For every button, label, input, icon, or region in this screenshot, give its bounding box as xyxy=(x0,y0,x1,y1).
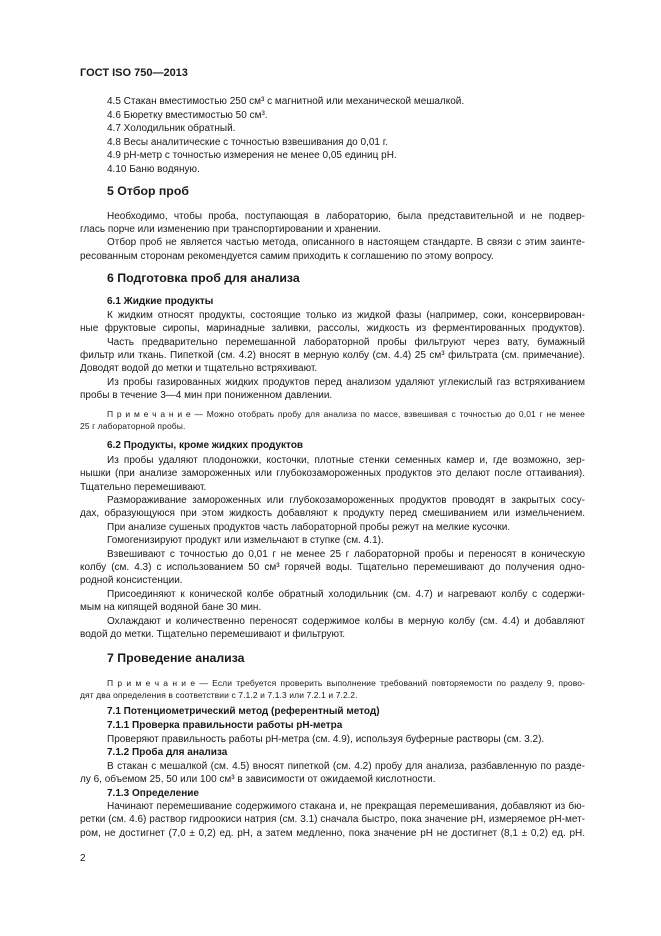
equipment-item: 4.6 Бюретку вместимостью 50 см³. xyxy=(107,110,268,121)
subsection-6-2-title: 6.2 Продукты, кроме жидких продуктов xyxy=(107,440,304,451)
note-line: П р и м е ч а н и е — Если требуется проверить выполнение требований повторяемости по разделу 9, прово- xyxy=(107,678,585,688)
subsection-7-1-3-title: 7.1.3 Определение xyxy=(107,788,199,799)
paragraph-line: родной консистенции. xyxy=(80,575,183,586)
paragraph-line: глась порче или изменению при транспортировании и хранении. xyxy=(80,224,381,235)
paragraph-line: В стакан с мешалкой (см. 4.5) вносят пипеткой (см. 4.2) пробу для анализа, разбавленную по разде- xyxy=(107,761,585,772)
paragraph-line: Доводят водой до метки и тщательно встряхивают. xyxy=(80,363,318,374)
paragraph-line: Из пробы удаляют плодоножки, косточки, плотные стенки семенных камер и, где возможно, зер- xyxy=(107,455,585,466)
paragraph-line: нышки (при анализе замороженных или глубокозамороженных продуктов это делают после оттаивания). xyxy=(80,468,585,479)
paragraph-line: При анализе сушеных продуктов часть лабораторной пробы режут на мелкие кусочки. xyxy=(107,522,511,533)
subsection-7-1-1-title: 7.1.1 Проверка правильности работы pH-метра xyxy=(107,720,343,731)
paragraph-line: Отбор проб не является частью метода, описанного в настоящем стандарте. В связи с этим заинте- xyxy=(107,237,585,248)
section-5-title: 5 Отбор проб xyxy=(107,184,189,198)
equipment-item: 4.9 pH-метр с точностью измерения не менее 0,05 единиц pH. xyxy=(107,150,397,161)
paragraph-line: Размораживание замороженных или глубокозамороженных продуктов проводят в закрытых сосу- xyxy=(107,495,585,506)
paragraph-line: Проверяют правильность работы pH-метра (см. 4.9), используя буферные растворы (см. 3.2). xyxy=(107,734,545,745)
paragraph-line: Охлаждают и количественно переносят содержимое колбы в мерную колбу (см. 4.4) и добавляют xyxy=(107,616,585,627)
subsection-7-1-2-title: 7.1.2 Проба для анализа xyxy=(107,747,228,758)
subsection-7-1-title: 7.1 Потенциометрический метод (референтный метод) xyxy=(107,706,380,717)
paragraph-line: пробы в течение 3—4 мин при пониженном давлении. xyxy=(80,390,333,401)
paragraph-line: Взвешивают с точностью до 0,01 г не менее 25 г лабораторной пробы и переносят в коническую xyxy=(107,549,585,560)
section-7-title: 7 Проведение анализа xyxy=(107,651,245,665)
paragraph-line: Начинают перемешивание содержимого стакана и, не прекращая перемешивания, добавляют из бю- xyxy=(107,801,585,812)
paragraph-line: ресованным сторонам рекомендуется самим приходить к соглашению по этому вопросу. xyxy=(80,251,494,262)
equipment-item: 4.10 Баню водяную. xyxy=(107,164,200,175)
equipment-item: 4.7 Холодильник обратный. xyxy=(107,123,236,134)
paragraph-line: лу 6, объемом 25, 50 или 100 см³ в зависимости от ожидаемой кислотности. xyxy=(80,774,436,785)
section-6-title: 6 Подготовка проб для анализа xyxy=(107,271,300,285)
paragraph-line: колбу (см. 4.3) с использованием 50 см³ горячей воды. Тщательно перемешивают до получения одно- xyxy=(80,562,585,573)
equipment-item: 4.5 Стакан вместимостью 250 см³ с магнитной или механической мешалкой. xyxy=(107,96,465,107)
paragraph-line: дах, образующуюся при этом жидкость добавляют к продукту перед смешиванием или измельчением. xyxy=(80,508,585,519)
note-line: 25 г лабораторной пробы. xyxy=(80,421,186,431)
equipment-item: 4.8 Весы аналитические с точностью взвешивания до 0,01 г. xyxy=(107,137,388,148)
paragraph-line: Тщательно перемешивают. xyxy=(80,482,207,493)
paragraph-line: Присоединяют к конической колбе обратный холодильник (см. 4.7) и нагревают колбу с содержи- xyxy=(107,589,585,600)
page-number: 2 xyxy=(80,853,86,864)
paragraph-line: фильтр или ткань. Пипеткой (см. 4.2) вносят в мерную колбу (см. 4.4) 25 см³ фильтрата (см. примечание). xyxy=(80,350,585,361)
paragraph-line: ретки (см. 4.6) раствор гидроокиси натрия (см. 3.1) сначала быстро, пока значение pH, измеряемое pH-мет- xyxy=(80,814,585,825)
paragraph-line: Гомогенизируют продукт или измельчают в ступке (см. 4.1). xyxy=(107,535,384,546)
document-header: ГОСТ ISO 750—2013 xyxy=(80,67,188,79)
paragraph-line: мым на кипящей водяной бане 30 мин. xyxy=(80,602,262,613)
note-line: дят два определения в соответствии с 7.1.2 и 7.1.3 или 7.2.1 и 7.2.2. xyxy=(80,690,358,700)
paragraph-line: Из пробы газированных жидких продуктов перед анализом удаляют углекислый газ встряхиванием xyxy=(107,377,585,388)
paragraph-line: Необходимо, чтобы проба, поступающая в лабораторию, была представительной и не подвер- xyxy=(107,211,585,222)
paragraph-line: К жидким относят продукты, состоящие только из жидкой фазы (например, соки, консервирован- xyxy=(107,310,585,321)
paragraph-line: Часть предварительно перемешанной лабораторной пробы фильтруют через вату, бумажный xyxy=(107,337,585,348)
subsection-6-1-title: 6.1 Жидкие продукты xyxy=(107,296,214,307)
paragraph-line: водой до метки. Тщательно перемешивают и фильтруют. xyxy=(80,629,346,640)
paragraph-line: ные фруктовые сиропы, маринадные заливки, рассолы, жидкость из ферментированных продуктов). xyxy=(80,323,585,334)
note-line: П р и м е ч а н и е — Можно отобрать пробу для анализа по массе, взвешивая с точностью до 0,01 г не менее xyxy=(107,409,585,419)
paragraph-line: ром, не достигнет (7,0 ± 0,2) ед. pH, а затем медленно, пока значение pH не достигнет (8,1 ± 0,2) ед. pH. xyxy=(80,828,585,839)
